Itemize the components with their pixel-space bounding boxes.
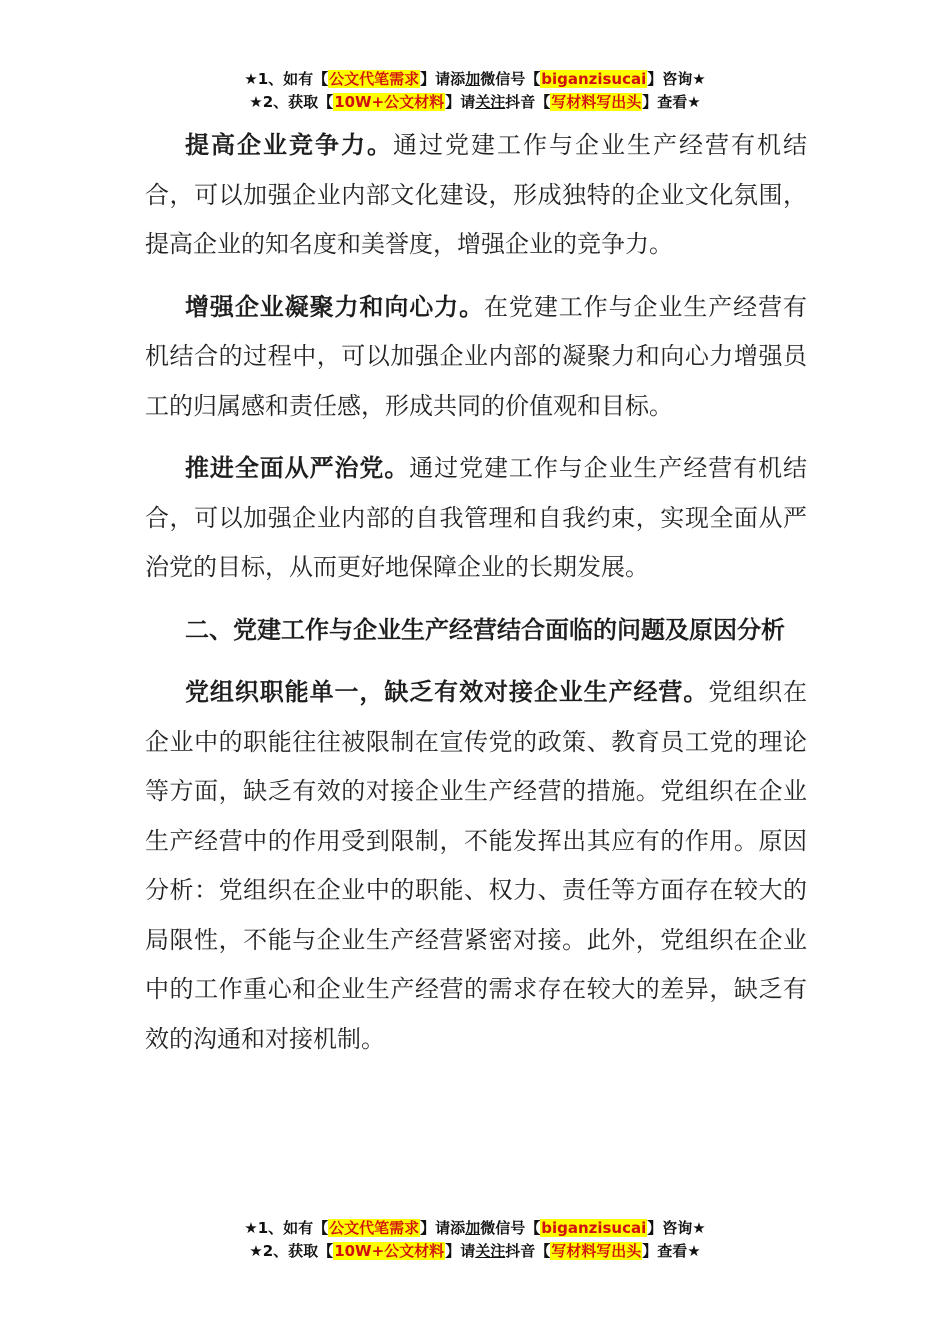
footer-line-1-prefix: ★1、如有【 — [244, 1219, 329, 1237]
section-heading: 二、党建工作与企业生产经营结合面临的问题及原因分析 — [185, 615, 785, 644]
banner-line-1-suffix: 】咨询★ — [647, 70, 706, 88]
paragraph-party-governance — [145, 444, 807, 593]
footer-line-1-mid2: 微信号【 — [480, 1219, 541, 1237]
footer-line-2-underlined: 关注 — [475, 1242, 506, 1260]
paragraph-text: 通过党建工作与企业生产经营有机结合，可以加强企业内部文化建设，形成独特的企业文化氛围，提高企业的知名度和美誉度，增强企业的竞争力。 — [145, 131, 807, 258]
banner-line-2-mid1: 】请 — [445, 93, 476, 111]
header-banner — [0, 68, 950, 114]
banner-line-2 — [0, 91, 950, 114]
document-body — [145, 121, 807, 1077]
paragraph-text: 党组织在企业中的职能往往被限制在宣传党的政策、教育员工党的理论等方面，缺乏有效的对接企业生产经营的措施。党组织在企业生产经营中的作用受到限制，不能发挥出其应有的作用。原因分析：党组织在企业中的职能、权力、责任等方面存在较大的局限性，不能与企业生产经营紧密对接。此外，党组织在企业中的工作重心和企业生产经营的需求存在较大的差异，缺乏有效的沟通和对接机制。 — [145, 678, 807, 1053]
banner-line-2-suffix: 】查看★ — [642, 93, 701, 111]
footer-banner-line-2 — [0, 1240, 950, 1263]
paragraph-lead: 提高企业竞争力。 — [185, 131, 393, 159]
footer-highlight-douyin-account: 写材料写出头 — [551, 1242, 642, 1260]
banner-line-2-mid2: 抖音【 — [505, 93, 551, 111]
paragraph-cohesion — [145, 283, 807, 432]
footer-banner-line-1 — [0, 1217, 950, 1240]
footer-line-2-prefix: ★2、获取【 — [249, 1242, 334, 1260]
footer-line-2-mid2: 抖音【 — [505, 1242, 551, 1260]
banner-line-1-mid1: 】请添 — [420, 70, 466, 88]
footer-line-1-suffix: 】咨询★ — [647, 1219, 706, 1237]
paragraph-lead: 党组织职能单一，缺乏有效对接企业生产经营。 — [185, 678, 709, 706]
paragraph-text: 在党建工作与企业生产经营有机结合的过程中，可以加强企业内部的凝聚力和向心力增强员工的归属感和责任感，形成共同的价值观和目标。 — [145, 292, 807, 420]
footer-highlight-service: 公文代笔需求 — [329, 1219, 420, 1237]
footer-line-2-mid1: 】请 — [445, 1242, 476, 1260]
footer-line-1-mid1: 】请添 — [420, 1219, 466, 1237]
paragraph-competitiveness — [145, 121, 807, 270]
banner-line-1-mid2: 微信号【 — [480, 70, 541, 88]
paragraph-text: 通过党建工作与企业生产经营有机结合，可以加强企业内部的自我管理和自我约束，实现全面从严治党的目标，从而更好地保障企业的长期发展。 — [145, 454, 807, 581]
banner-line-1-underlined: 加 — [465, 70, 481, 88]
banner-highlight-wechat-id: biganzisucai — [541, 70, 647, 88]
paragraph-party-function — [145, 668, 807, 1064]
footer-highlight-materials: 10W+公文材料 — [334, 1242, 445, 1260]
paragraph-lead: 增强企业凝聚力和向心力。 — [185, 292, 484, 321]
banner-highlight-douyin-account: 写材料写出头 — [551, 93, 642, 111]
footer-highlight-wechat-id: biganzisucai — [541, 1219, 647, 1237]
banner-line-1-prefix: ★1、如有【 — [244, 70, 329, 88]
footer-line-2-suffix: 】查看★ — [642, 1242, 701, 1260]
banner-line-2-underlined: 关注 — [475, 93, 506, 111]
footer-banner — [0, 1217, 950, 1263]
paragraph-lead: 推进全面从严治党。 — [185, 454, 410, 482]
banner-line-2-prefix: ★2、获取【 — [249, 93, 334, 111]
banner-line-1 — [0, 68, 950, 91]
footer-line-1-underlined: 加 — [465, 1219, 481, 1237]
banner-highlight-service: 公文代笔需求 — [329, 70, 420, 88]
banner-highlight-materials: 10W+公文材料 — [334, 93, 445, 111]
